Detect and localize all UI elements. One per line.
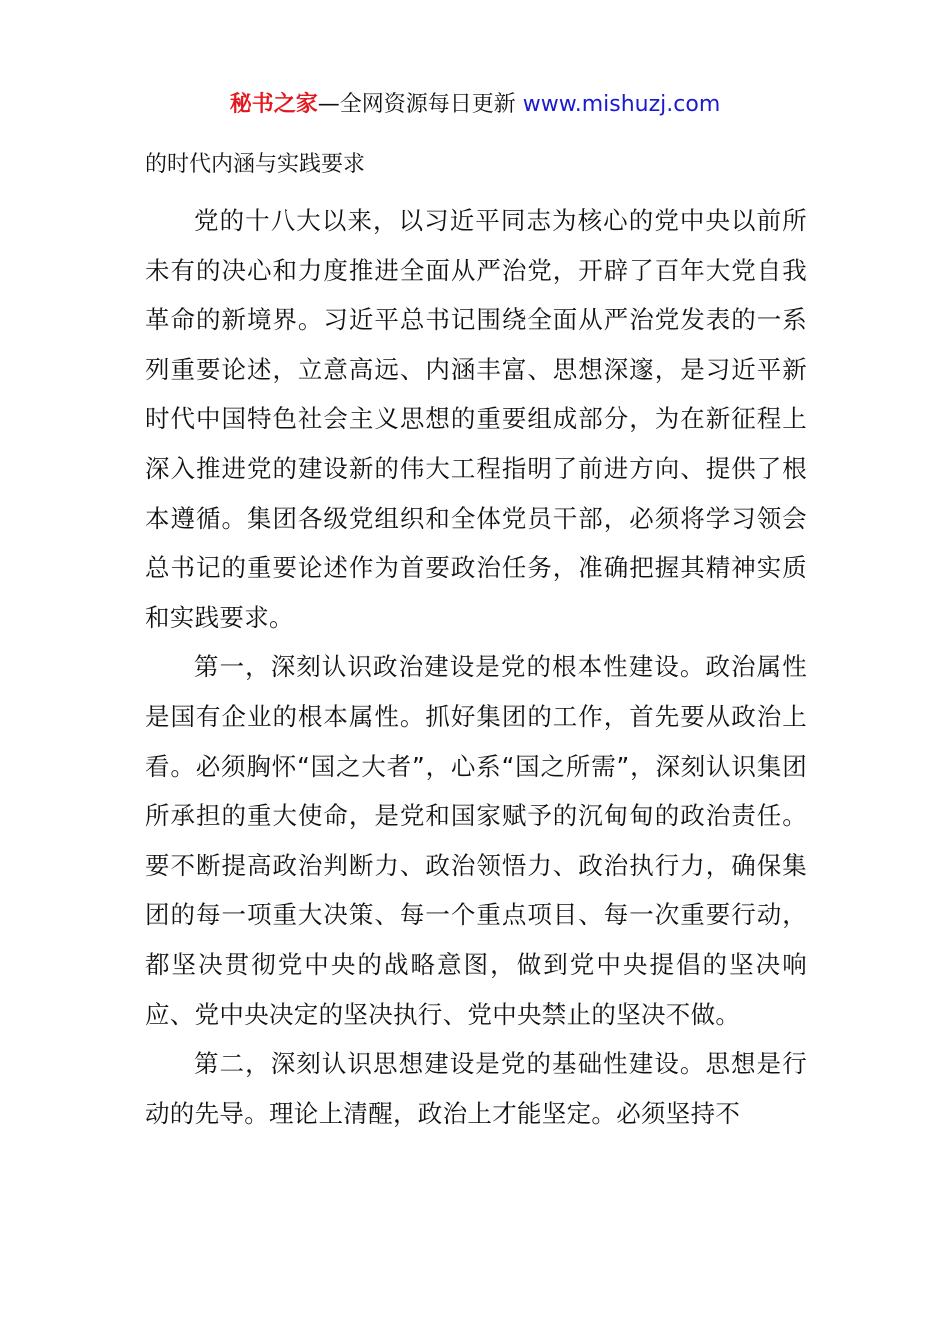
document-subtitle: 的时代内涵与实践要求 — [145, 152, 366, 177]
paragraph-first: 第一，深刻认识政治建设是党的根本性建设。政治属性是国有企业的根本属性。抓好集团的工作，首先要从政治上看。必须胸怀“国之大者”，心系“国之所需”，深刻认识集团所承担的重大使命，是党和国家赋予的沉甸甸的政治责任。要不断提高政治判断力、政治领悟力、政治执行力，确保集团的每一项重大决策、每一个重点项目、每一次重要行动，都坚决贯彻党中央的战略意图，做到党中央提倡的坚决响应、党中央决定的坚决执行、党中央禁止的坚决不做。 — [145, 652, 807, 1029]
paragraph-second: 第二，深刻认识思想建设是党的基础性建设。思想是行动的先导。理论上清醒，政治上才能坚定。必须坚持不 — [145, 1049, 807, 1128]
brand-name: 秘书之家 — [229, 92, 318, 117]
page-header — [0, 90, 950, 120]
website-link[interactable]: www.mishuzj.com — [522, 92, 721, 117]
document-body — [145, 196, 807, 1138]
header-slogan: —全网资源每日更新 — [317, 92, 516, 117]
paragraph-intro: 党的十八大以来，以习近平同志为核心的党中央以前所未有的决心和力度推进全面从严治党，开辟了百年大党自我革命的新境界。习近平总书记围绕全面从严治党发表的一系列重要论述，立意高远、内涵丰富、思想深邃，是习近平新时代中国特色社会主义思想的重要组成部分，为在新征程上深入推进党的建设新的伟大工程指明了前进方向、提供了根本遵循。集团各级党组织和全体党员干部，必须将学习领会总书记的重要论述作为首要政治任务，准确把握其精神实质和实践要求。 — [145, 206, 807, 632]
